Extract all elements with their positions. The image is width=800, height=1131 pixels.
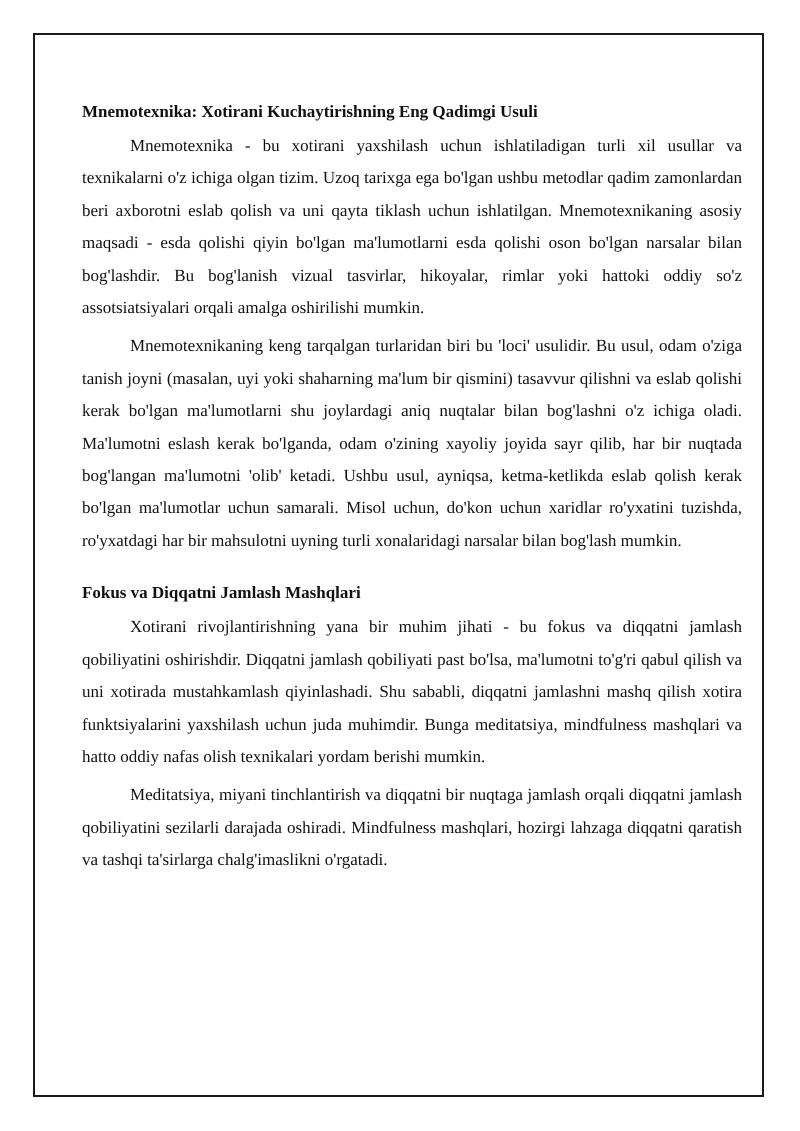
paragraph: Mnemotexnikaning keng tarqalgan turlaridan biri bu 'loci' usulidir. Bu usul, odam o'ziga tanish joyni (masalan, uyi yoki shaharning ma'lum bir qismini) tasavvur qilishni va eslab qolishi kerak bo'lgan ma'lumotlarni shu joylardagi aniq nuqtalar bilan bog'lashni o'z ichiga oladi. Ma'lumotni eslash kerak bo'lganda, odam o'zining xayoliy joyida sayr qilib, har bir nuqtada bog'langan ma'lumotni 'olib' ketadi. Ushbu usul, ayniqsa, ketma-ketlikda eslab qolish kerak bo'lgan ma'lumotlar uchun samarali. Misol uchun, do'kon uchun xaridlar ro'yxatini tuzishda, ro'yxatdagi har bir mahsulotni uyning turli xonalaridagi narsalar bilan bog'lash mumkin.: [82, 336, 742, 550]
section-mnemotexnika: [82, 96, 742, 557]
document-body: [82, 96, 742, 883]
paragraph: Meditatsiya, miyani tinchlantirish va diqqatni bir nuqtaga jamlash orqali diqqatni jamlash qobiliyatini sezilarli darajada oshiradi. Mindfulness mashqlari, hozirgi lahzaga diqqatni qaratish va tashqi ta'sirlarga chalg'imaslikni o'rgatadi.: [82, 785, 742, 870]
section-heading: Fokus va Diqqatni Jamlash Mashqlari: [82, 583, 361, 603]
section-heading: Mnemotexnika: Xotirani Kuchaytirishning Eng Qadimgi Usuli: [82, 102, 538, 121]
section-fokus: [82, 577, 742, 876]
paragraph: Xotirani rivojlantirishning yana bir muhim jihati - bu fokus va diqqatni jamlash qobiliyatini oshirishdir. Diqqatni jamlash qobiliyati past bo'lsa, ma'lumotni to'g'ri qabul qilish va uni xotirada mustahkamlash qiyinlashadi. Shu sababli, diqqatni jamlashni mashq qilish xotira funktsiyalarini yaxshilash uchun juda muhimdir. Bunga meditatsiya, mindfulness mashqlari va hatto oddiy nafas olish texnikalari yordam berishi mumkin.: [82, 617, 742, 766]
paragraph: Mnemotexnika - bu xotirani yaxshilash uchun ishlatiladigan turli xil usullar va texnikalarni o'z ichiga olgan tizim. Uzoq tarixga ega bo'lgan ushbu metodlar qadim zamonlardan beri axborotni eslab qolish va uni qayta tiklash uchun ishlatilgan. Mnemotexnikaning asosiy maqsadi - esda qolishi qiyin bo'lgan ma'lumotlarni esda qolishi oson bo'lgan narsalar bilan bog'lashdir. Bu bog'lanish vizual tasvirlar, hikoyalar, rimlar yoki hattoki oddiy so'z assotsiatsiyalari orqali amalga oshirilishi mumkin.: [82, 136, 742, 318]
